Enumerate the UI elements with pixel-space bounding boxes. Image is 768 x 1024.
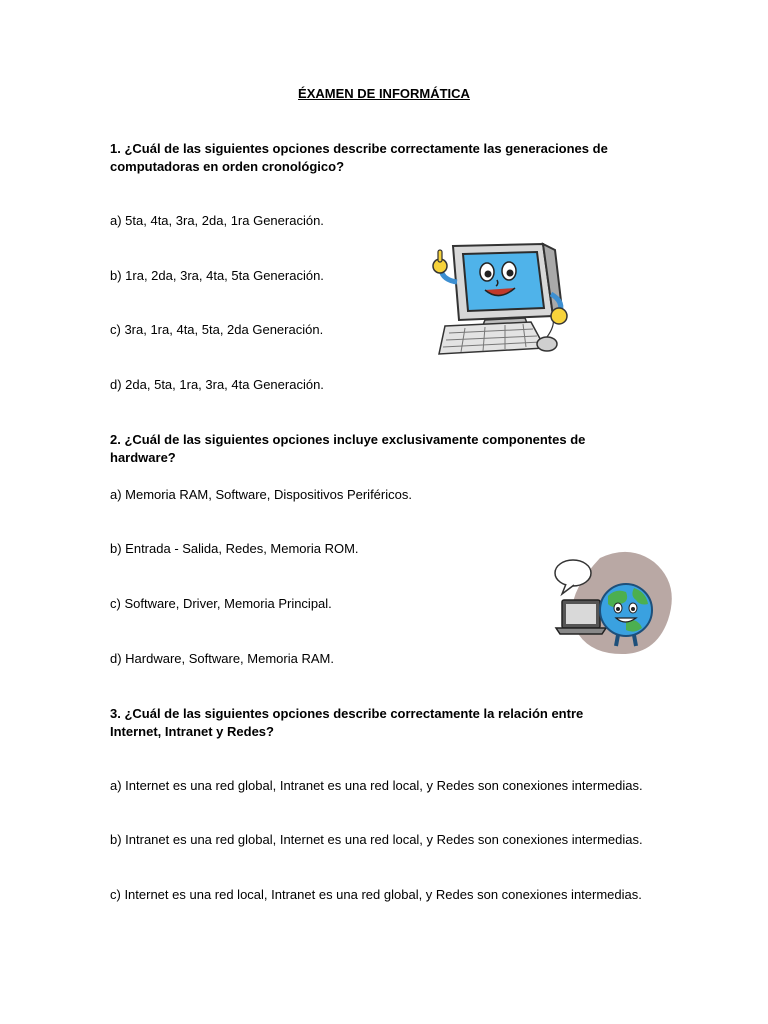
question-3: 3. ¿Cuál de las siguientes opciones describe correctamente la relación entre Internet, Intranet y Redes?: [110, 706, 584, 739]
question-2-option-c: c) Software, Driver, Memoria Principal.: [110, 596, 332, 611]
question-2-option-b: b) Entrada - Salida, Redes, Memoria ROM.: [110, 541, 359, 556]
exam-title: ÉXAMEN DE INFORMÁTICA: [298, 86, 470, 101]
question-2-option-a: a) Memoria RAM, Software, Dispositivos Periféricos.: [110, 487, 412, 502]
question-1-option-b: b) 1ra, 2da, 3ra, 4ta, 5ta Generación.: [110, 268, 324, 283]
question-3-option-b: b) Intranet es una red global, Internet es una red local, y Redes son conexiones intermedias.: [110, 832, 643, 847]
question-1-option-d: d) 2da, 5ta, 1ra, 3ra, 4ta Generación.: [110, 377, 324, 392]
question-1-option-a: a) 5ta, 4ta, 3ra, 2da, 1ra Generación.: [110, 213, 324, 228]
question-1: 1. ¿Cuál de las siguientes opciones describe correctamente las generaciones de computadoras en orden cronológico?: [110, 141, 608, 174]
question-1-option-c: c) 3ra, 1ra, 4ta, 5ta, 2da Generación.: [110, 322, 324, 337]
cartoon-globe-laptop-icon: [530, 548, 695, 663]
question-2: 2. ¿Cuál de las siguientes opciones incluye exclusivamente componentes de hardware?: [110, 432, 586, 465]
question-3-option-a: a) Internet es una red global, Intranet es una red local, y Redes son conexiones intermedias.: [110, 778, 643, 793]
question-3-option-c: c) Internet es una red local, Intranet es una red global, y Redes son conexiones intermedias.: [110, 887, 642, 902]
cartoon-computer-icon: [425, 236, 575, 366]
question-2-option-d: d) Hardware, Software, Memoria RAM.: [110, 651, 334, 666]
